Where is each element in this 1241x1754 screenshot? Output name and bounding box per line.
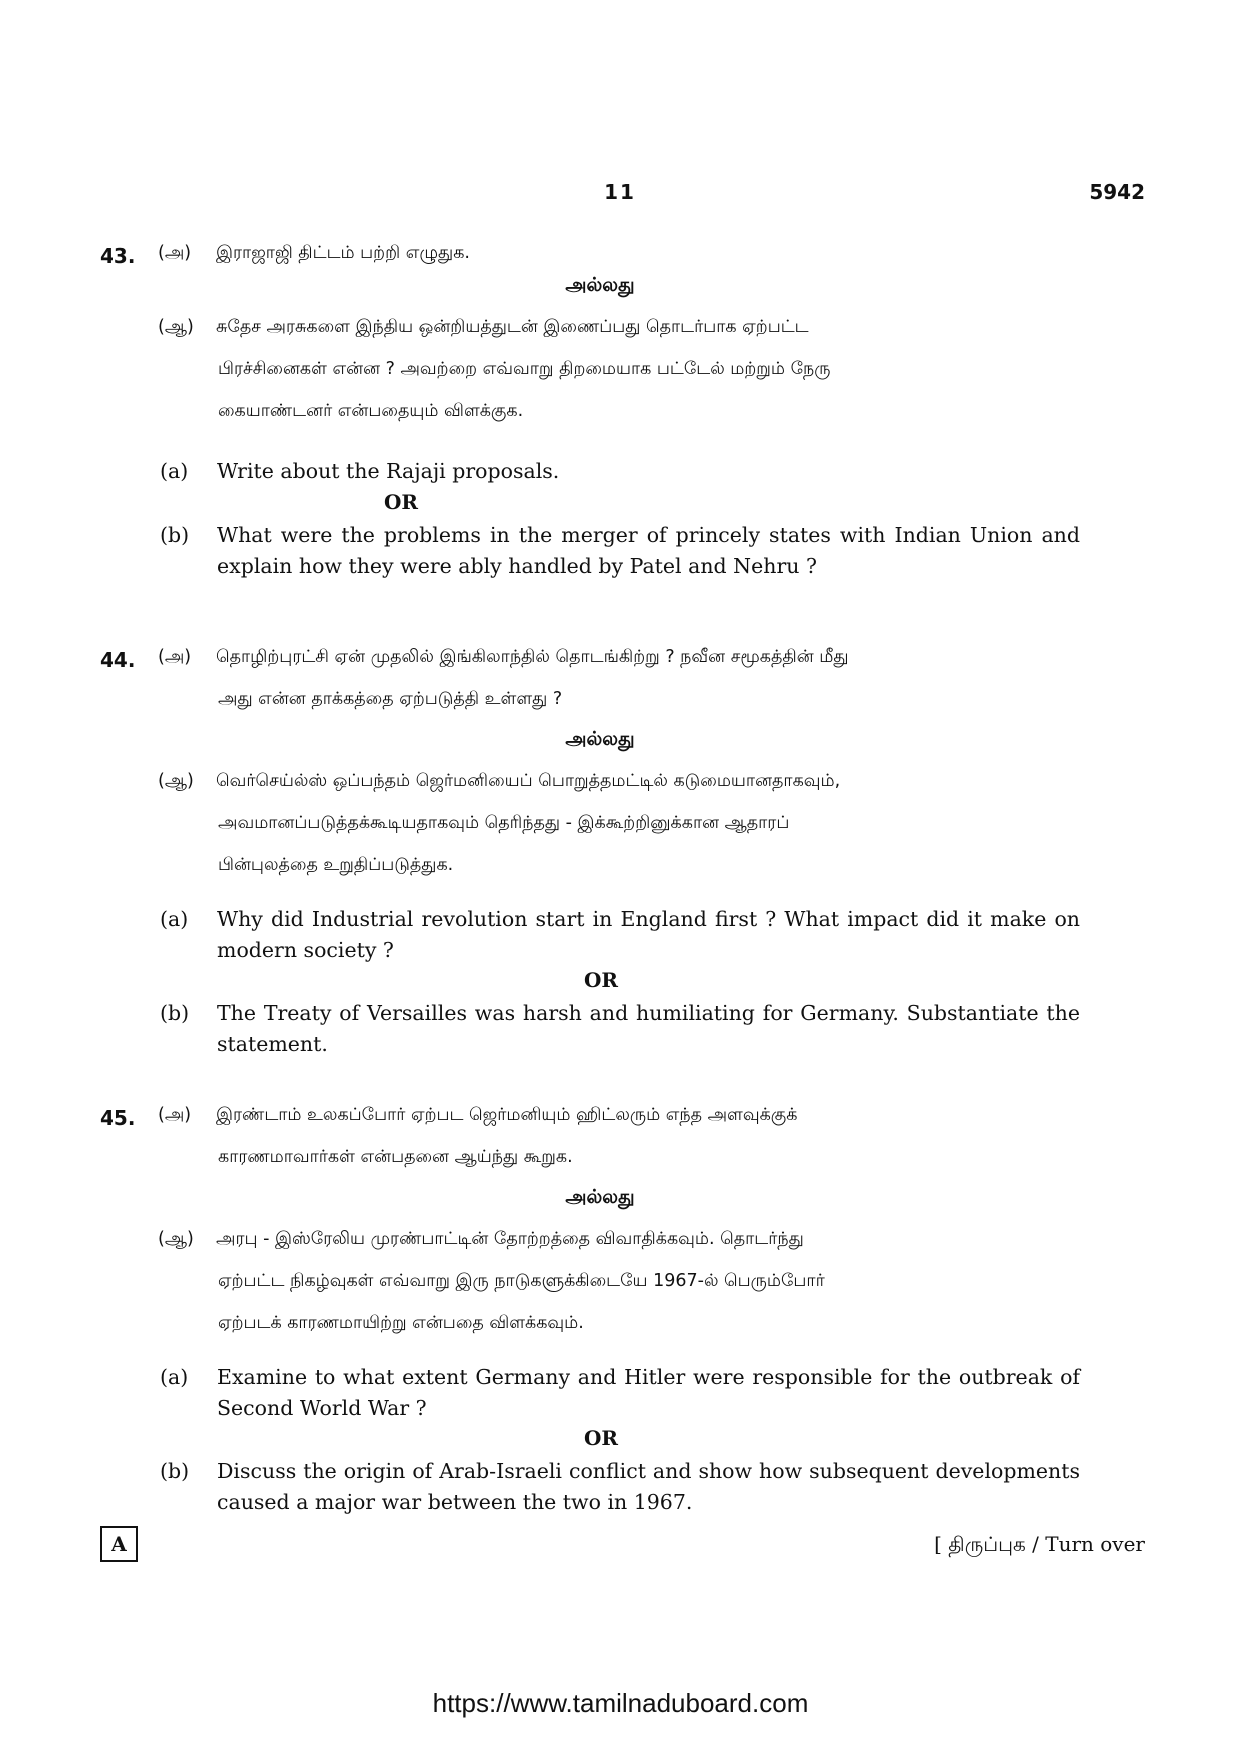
question-number: 45. [100, 1106, 136, 1130]
tamil-line: பின்புலத்தை உறுதிப்படுத்துக. [218, 855, 454, 875]
tamil-line: சுதேச அரசுகளை இந்திய ஒன்றியத்துடன் இணைப்பது தொடர்பாக ஏற்பட்ட [216, 317, 809, 337]
option-mark: (b) [160, 523, 190, 547]
option-mark: (a) [160, 1365, 189, 1389]
option-mark: (b) [160, 1001, 190, 1025]
tamil-or: அல்லது [565, 1186, 635, 1208]
tamil-line: ஏற்படக் காரணமாயிற்று என்பதை விளக்கவும். [218, 1313, 584, 1333]
question-number: 44. [100, 648, 136, 672]
option-mark: (ஆ) [158, 1229, 194, 1249]
option-mark: (அ) [158, 647, 192, 667]
tamil-line: அரபு - இஸ்ரேலிய முரண்பாட்டின் தோற்றத்தை விவாதிக்கவும். தொடர்ந்து [216, 1229, 804, 1249]
option-mark: (அ) [158, 243, 192, 263]
series-letter-box: A [100, 1526, 138, 1562]
option-mark: (அ) [158, 1105, 192, 1125]
page-number: 11 [604, 180, 636, 204]
tamil-line: அவமானப்படுத்தக்கூடியதாகவும் தெரிந்தது - இக்கூற்றினுக்கான ஆதாரப் [218, 813, 790, 833]
source-url[interactable]: https://www.tamilnaduboard.com [432, 1688, 809, 1718]
tamil-option-b [158, 760, 1080, 802]
option-mark: (a) [160, 459, 189, 483]
tamil-line: இராஜாஜி திட்டம் பற்றி எழுதுக. [216, 243, 470, 263]
tamil-or: அல்லது [565, 274, 635, 296]
english-option-b: The Treaty of Versailles was harsh and humiliating for Germany. Substantiate the statement. [217, 1001, 1080, 1056]
tamil-line: அது என்ன தாக்கத்தை ஏற்படுத்தி உள்ளது ? [218, 689, 563, 709]
tamil-line: ஏற்பட்ட நிகழ்வுகள் எவ்வாறு இரு நாடுகளுக்கிடையே 1967-ல் பெரும்போர் [218, 1271, 825, 1291]
turn-over-note: [ திருப்புக / Turn over [934, 1532, 1145, 1556]
tamil-line: காரணமாவார்கள் என்பதனை ஆய்ந்து கூறுக. [218, 1147, 573, 1167]
english-option-b: Discuss the origin of Arab-Israeli conflict and show how subsequent developments caused a major war between the two in 1967. [217, 1459, 1080, 1514]
tamil-option-a [158, 636, 1080, 678]
english-or: OR [584, 968, 619, 992]
tamil-line: தொழிற்புரட்சி ஏன் முதலில் இங்கிலாந்தில் தொடங்கிற்று ? நவீன சமூகத்தின் மீது [216, 647, 849, 667]
tamil-option-b [158, 306, 1080, 348]
paper-code: 5942 [1089, 180, 1145, 204]
tamil-option-a [158, 1094, 1080, 1136]
option-mark: (ஆ) [158, 317, 194, 337]
tamil-option-a [158, 232, 1080, 274]
english-or: OR [584, 1426, 619, 1450]
tamil-line: இரண்டாம் உலகப்போர் ஏற்பட ஜெர்மனியும் ஹிட்லரும் எந்த அளவுக்குக் [216, 1105, 798, 1125]
english-or: OR [384, 490, 419, 514]
english-option-b: What were the problems in the merger of princely states with Indian Union and explain how they were ably handled by Patel and Nehru ? [217, 523, 1080, 578]
option-mark: (b) [160, 1459, 190, 1483]
tamil-line: வெர்செய்ல்ஸ் ஒப்பந்தம் ஜெர்மனியைப் பொறுத்தமட்டில் கடுமையானதாகவும், [216, 771, 841, 791]
tamil-line: கையாண்டனர் என்பதையும் விளக்குக. [218, 401, 524, 421]
option-mark: (ஆ) [158, 771, 194, 791]
question-number: 43. [100, 244, 136, 268]
option-mark: (a) [160, 907, 189, 931]
tamil-option-b [158, 1218, 1080, 1260]
english-option-a: Examine to what extent Germany and Hitler were responsible for the outbreak of Second World War ? [217, 1365, 1080, 1420]
tamil-line: பிரச்சினைகள் என்ன ? அவற்றை எவ்வாறு திறமையாக பட்டேல் மற்றும் நேரு [218, 359, 831, 379]
english-option-a: Why did Industrial revolution start in England first ? What impact did it make on modern society ? [217, 907, 1080, 962]
tamil-or: அல்லது [565, 728, 635, 750]
english-option-a: Write about the Rajaji proposals. [217, 459, 560, 483]
